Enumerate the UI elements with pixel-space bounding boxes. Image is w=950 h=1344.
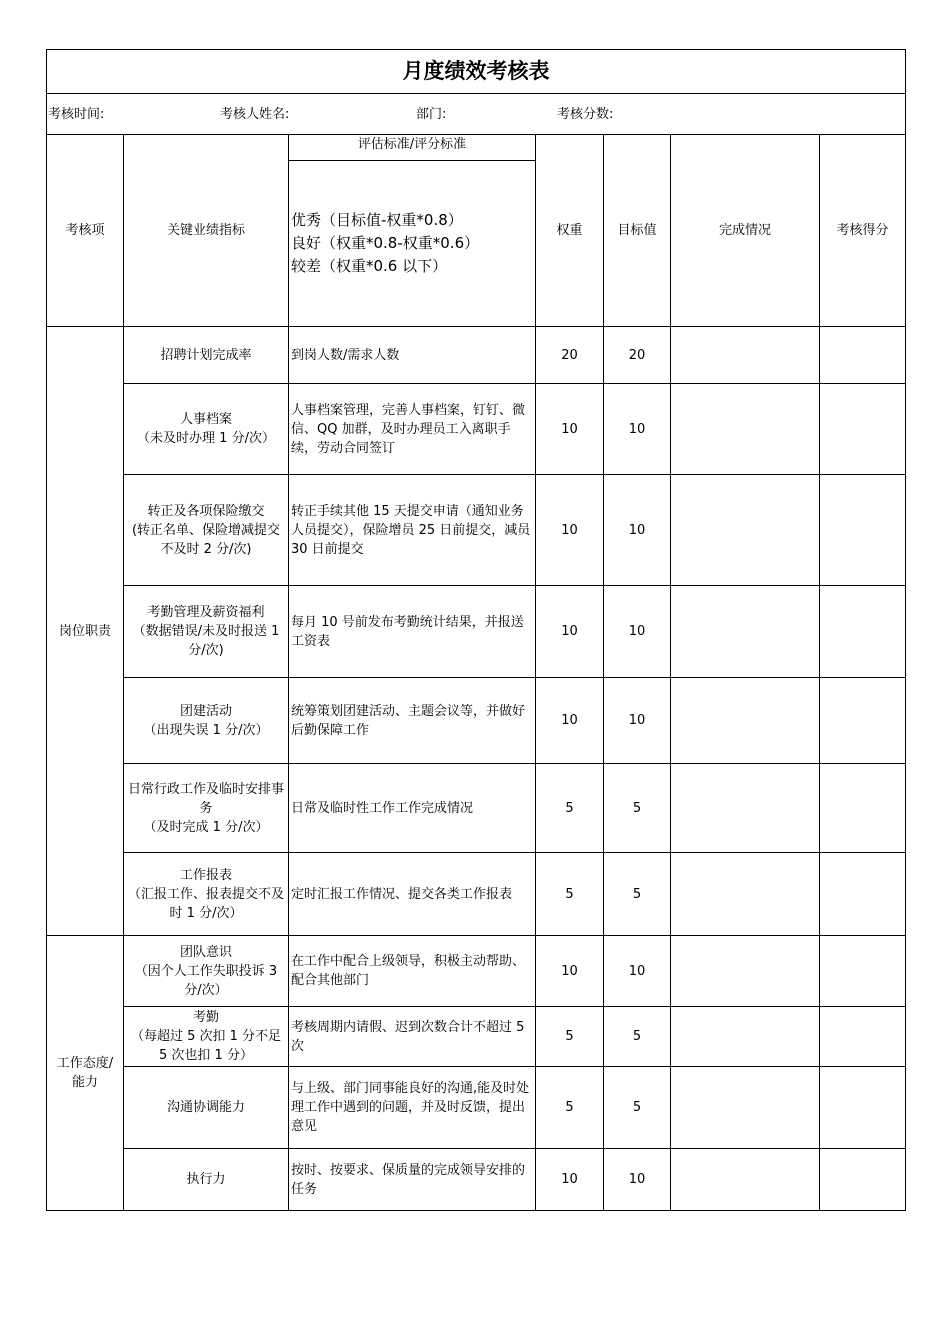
score-cell: [820, 1149, 906, 1211]
criteria-cell: 按时、按要求、保质量的完成领导安排的任务: [289, 1149, 536, 1211]
target-cell: 10: [604, 475, 671, 586]
kpi-cell: [124, 1067, 289, 1149]
kpi-line: （及时完成 1 分/次）: [143, 819, 269, 835]
weight-cell: 5: [536, 1067, 604, 1149]
criteria-cell: 日常及临时性工作工作完成情况: [289, 764, 536, 853]
weight-cell: 10: [536, 1149, 604, 1211]
weight-cell: 10: [536, 586, 604, 678]
performance-sheet: [46, 49, 905, 1211]
header-completion: 完成情况: [671, 135, 820, 327]
target-cell: 5: [604, 764, 671, 853]
kpi-line: 考勤: [192, 1010, 219, 1025]
target-cell: 10: [604, 1149, 671, 1211]
table-body: [47, 327, 906, 1211]
completion-cell: [671, 327, 820, 384]
kpi-line: （未及时办理 1 分/次）: [137, 431, 275, 446]
completion-cell: [671, 475, 820, 586]
table-row: [47, 936, 906, 1007]
table-row: [47, 475, 906, 586]
group-name: 岗位职责: [47, 327, 124, 936]
score-cell: [820, 764, 906, 853]
completion-cell: [671, 384, 820, 475]
criteria-cell: 考核周期内请假、迟到次数合计不超过 5 次: [289, 1007, 536, 1067]
weight-cell: 10: [536, 936, 604, 1007]
kpi-cell: [124, 936, 289, 1007]
criteria-cell: 转正手续其他 15 天提交申请（通知业务人员提交），保险增员 25 日前提交，减员 30 日前提交: [289, 475, 536, 586]
kpi-line: 日常行政工作及临时安排事务: [127, 781, 284, 816]
header-criteria: [289, 135, 536, 327]
weight-cell: 10: [536, 475, 604, 586]
table-row: [47, 327, 906, 384]
completion-cell: [671, 853, 820, 936]
name-label: 考核人姓名:: [220, 107, 290, 122]
target-cell: 10: [604, 384, 671, 475]
target-cell: 10: [604, 586, 671, 678]
criteria-poor: 较差（权重*0.6 以下）: [291, 257, 448, 275]
criteria-cell: 统筹策划团建活动、主题会议等，并做好后勤保障工作: [289, 678, 536, 764]
kpi-line: 工作报表: [179, 867, 232, 883]
table-row: [47, 853, 906, 936]
weight-cell: 5: [536, 764, 604, 853]
table-row: [47, 1007, 906, 1067]
header-kpi: 关键业绩指标: [124, 135, 289, 327]
criteria-cell: 到岗人数/需求人数: [289, 327, 536, 384]
score-cell: [820, 1007, 906, 1067]
criteria-title: 评估标准/评分标准: [289, 135, 535, 161]
target-cell: 5: [604, 853, 671, 936]
kpi-line: 执行力: [186, 1172, 226, 1187]
kpi-cell: [124, 764, 289, 853]
dept-label: 部门:: [416, 107, 447, 122]
target-cell: 5: [604, 1067, 671, 1149]
header-weight: 权重: [536, 135, 604, 327]
kpi-line: 团队意识: [179, 944, 232, 960]
score-cell: [820, 1067, 906, 1149]
time-label: 考核时间:: [48, 107, 105, 122]
header-score: 考核得分: [820, 135, 906, 327]
completion-cell: [671, 1067, 820, 1149]
kpi-cell: [124, 1007, 289, 1067]
table-row: [47, 586, 906, 678]
completion-cell: [671, 586, 820, 678]
table-row: [47, 678, 906, 764]
completion-cell: [671, 764, 820, 853]
criteria-good: 良好（权重*0.8-权重*0.6）: [291, 234, 480, 252]
score-cell: [820, 936, 906, 1007]
header-target: 目标值: [604, 135, 671, 327]
weight-cell: 10: [536, 384, 604, 475]
criteria-cell: 每月 10 号前发布考勤统计结果，并报送工资表: [289, 586, 536, 678]
kpi-line: (转正名单、保险增减提交不及时 2 分/次): [131, 522, 281, 557]
kpi-line: 考勤管理及薪资福利: [147, 605, 265, 620]
kpi-cell: [124, 475, 289, 586]
kpi-line: 团建活动: [179, 703, 232, 719]
kpi-line: （每超过 5 次扣 1 分不足 5 次也扣 1 分）: [130, 1029, 282, 1063]
kpi-line: 转正及各项保险缴交: [147, 503, 265, 519]
weight-cell: 20: [536, 327, 604, 384]
kpi-line: （汇报工作、报表提交不及时 1 分/次）: [127, 886, 284, 921]
target-cell: 5: [604, 1007, 671, 1067]
header-item: 考核项: [47, 135, 124, 327]
criteria-cell: 定时汇报工作情况、提交各类工作报表: [289, 853, 536, 936]
kpi-cell: [124, 327, 289, 384]
performance-table: [46, 49, 906, 1211]
weight-cell: 5: [536, 1007, 604, 1067]
kpi-cell: [124, 384, 289, 475]
kpi-line: （数据错误/未及时报送 1 分/次): [132, 624, 280, 658]
completion-cell: [671, 1007, 820, 1067]
score-cell: [820, 586, 906, 678]
score-cell: [820, 384, 906, 475]
completion-cell: [671, 1149, 820, 1211]
target-cell: 10: [604, 936, 671, 1007]
table-row: [47, 1067, 906, 1149]
score-cell: [820, 475, 906, 586]
kpi-cell: [124, 678, 289, 764]
kpi-line: 招聘计划完成率: [160, 347, 252, 363]
completion-cell: [671, 936, 820, 1007]
kpi-line: （因个人工作失职投诉 3 分/次）: [134, 963, 278, 998]
criteria-cell: 人事档案管理，完善人事档案，钉钉、微信、QQ 加群，及时办理员工入离职手续，劳动合同签订: [289, 384, 536, 475]
criteria-cell: 与上级、部门同事能良好的沟通,能及时处理工作中遇到的问题，并及时反馈，提出意见: [289, 1067, 536, 1149]
group-name: 工作态度/能力: [47, 936, 124, 1211]
table-row: [47, 384, 906, 475]
kpi-line: 沟通协调能力: [166, 1100, 245, 1115]
score-cell: [820, 327, 906, 384]
weight-cell: 5: [536, 853, 604, 936]
target-cell: 10: [604, 678, 671, 764]
criteria-excellent: 优秀（目标值-权重*0.8）: [291, 211, 463, 229]
score-cell: [820, 678, 906, 764]
kpi-cell: [124, 853, 289, 936]
score-cell: [820, 853, 906, 936]
target-cell: 20: [604, 327, 671, 384]
info-bar: [47, 94, 905, 134]
table-row: [47, 1149, 906, 1211]
weight-cell: 10: [536, 678, 604, 764]
criteria-cell: 在工作中配合上级领导，积极主动帮助、配合其他部门: [289, 936, 536, 1007]
kpi-cell: [124, 586, 289, 678]
table-row: [47, 764, 906, 853]
kpi-line: （出现失误 1 分/次）: [143, 722, 269, 738]
kpi-line: 人事档案: [179, 412, 232, 427]
score-label: 考核分数:: [557, 107, 614, 122]
sheet-title: 月度绩效考核表: [47, 50, 906, 94]
kpi-cell: [124, 1149, 289, 1211]
completion-cell: [671, 678, 820, 764]
